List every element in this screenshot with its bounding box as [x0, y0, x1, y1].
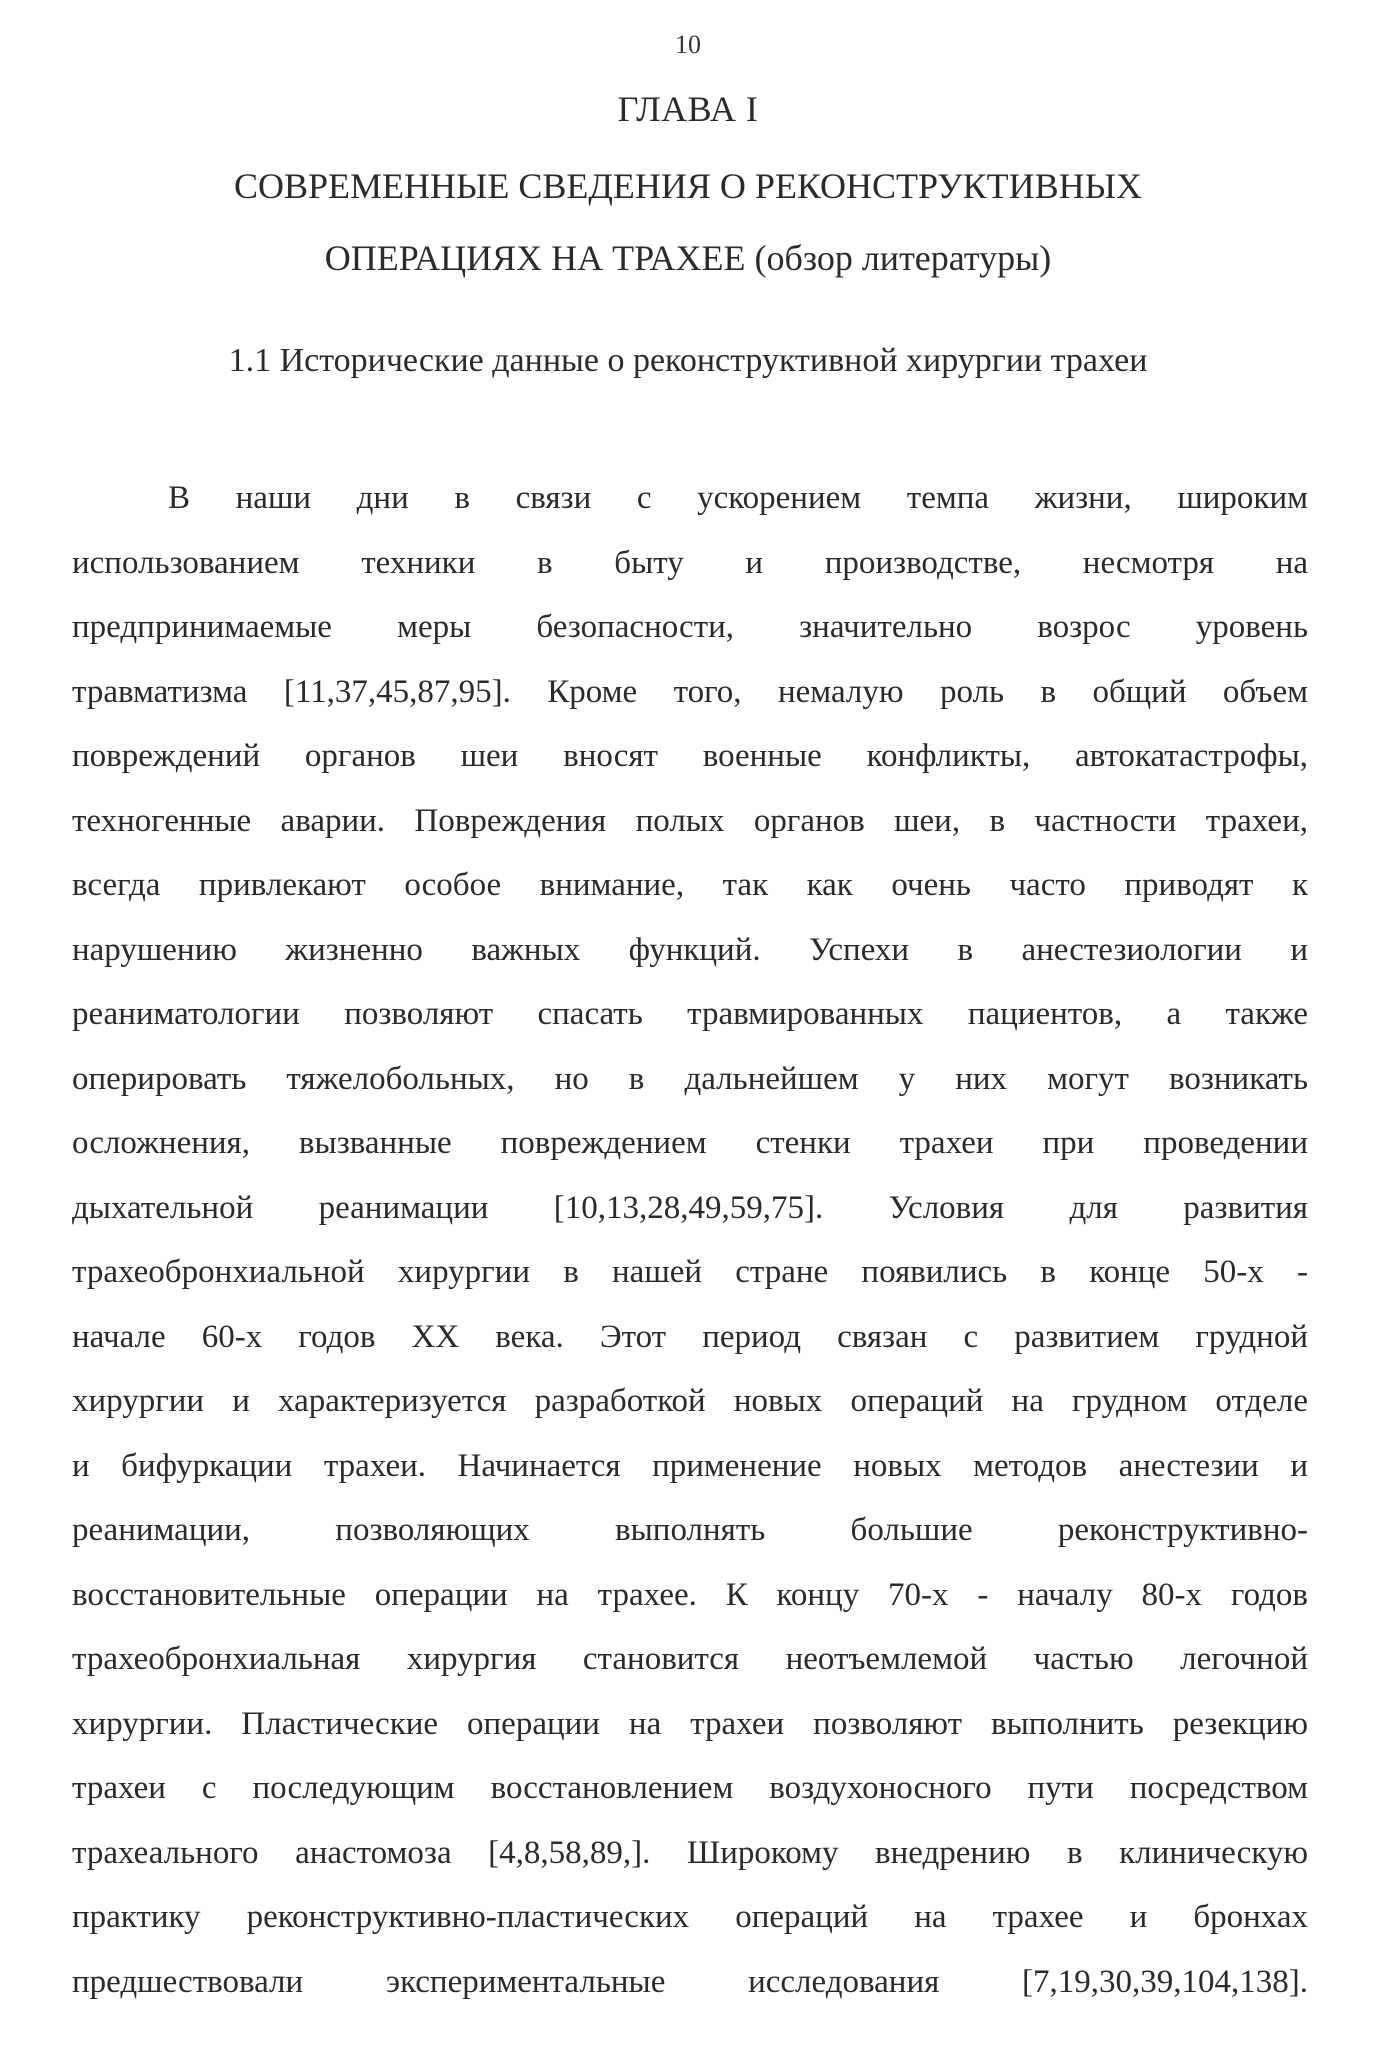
body-paragraph	[72, 466, 1308, 2014]
paragraph-line: повреждений органов шеи вносят военные конфликты, автокатастрофы,	[72, 738, 1308, 774]
paragraph-line: трахеи с последующим восстановлением воздухоносного пути посредством	[72, 1770, 1308, 1806]
paragraph-line: трахеобронхиальной хирургии в нашей стране появились в конце 50-х -	[72, 1254, 1308, 1290]
paragraph-line: предпринимаемые меры безопасности, значительно возрос уровень	[72, 609, 1308, 645]
paragraph-line: всегда привлекают особое внимание, так как очень часто приводят к	[72, 867, 1308, 903]
paragraph-line: нарушению жизненно важных функций. Успехи в анестезиологии и	[72, 931, 1308, 968]
paragraph-line: В наши дни в связи с ускорением темпа жизни, широким	[168, 480, 1308, 516]
chapter-title	[0, 150, 1376, 294]
page-number: 10	[675, 30, 701, 59]
paragraph-line: оперировать тяжелобольных, но в дальнейшем у них могут возникать	[72, 1060, 1308, 1097]
paragraph-line: хирургии. Пластические операции на трахеи позволяют выполнить резекцию	[72, 1705, 1308, 1742]
paragraph-line: использованием техники в быту и производстве, несмотря на	[72, 544, 1308, 581]
paragraph-line: трахеобронхиальная хирургия становится неотъемлемой частью легочной	[72, 1641, 1308, 1677]
paragraph-line: трахеального анастомоза [4,8,58,89,]. Широкому внедрению в клиническую	[72, 1834, 1308, 1871]
chapter-title-line: ОПЕРАЦИЯХ НА ТРАХЕЕ (обзор литературы)	[324, 238, 1052, 278]
paragraph-line: практику реконструктивно-пластических операций на трахее и бронхах	[72, 1899, 1308, 1935]
paragraph-line: предшествовали экспериментальные исследования [7,19,30,39,104,138].	[72, 1963, 1308, 2000]
chapter-label: ГЛАВА I	[617, 89, 759, 129]
paragraph-line: дыхательной реанимации [10,13,28,49,59,75]. Условия для развития	[72, 1189, 1308, 1226]
paragraph-line: и бифуркации трахеи. Начинается применение новых методов анестезии и	[72, 1447, 1308, 1484]
paragraph-line: реаниматологии позволяют спасать травмированных пациентов, а также	[72, 996, 1308, 1032]
paragraph-line: осложнения, вызванные повреждением стенки трахеи при проведении	[72, 1125, 1308, 1161]
paragraph-line: реанимации, позволяющих выполнять большие реконструктивно-	[72, 1512, 1308, 1548]
paragraph-line: техногенные аварии. Повреждения полых органов шеи, в частности трахеи,	[72, 802, 1308, 839]
paragraph-line: восстановительные операции на трахее. К концу 70-х - началу 80-х годов	[72, 1576, 1308, 1613]
chapter-title-line: СОВРЕМЕННЫЕ СВЕДЕНИЯ О РЕКОНСТРУКТИВНЫХ	[233, 166, 1143, 206]
paragraph-line: начале 60-х годов XX века. Этот период связан с развитием грудной	[72, 1318, 1308, 1355]
section-heading: 1.1 Исторические данные о реконструктивной хирургии трахеи	[228, 342, 1148, 379]
paragraph-line: травматизма [11,37,45,87,95]. Кроме того, немалую роль в общий объем	[72, 673, 1308, 710]
paragraph-line: хирургии и характеризуется разработкой новых операций на грудном отделе	[72, 1383, 1308, 1419]
